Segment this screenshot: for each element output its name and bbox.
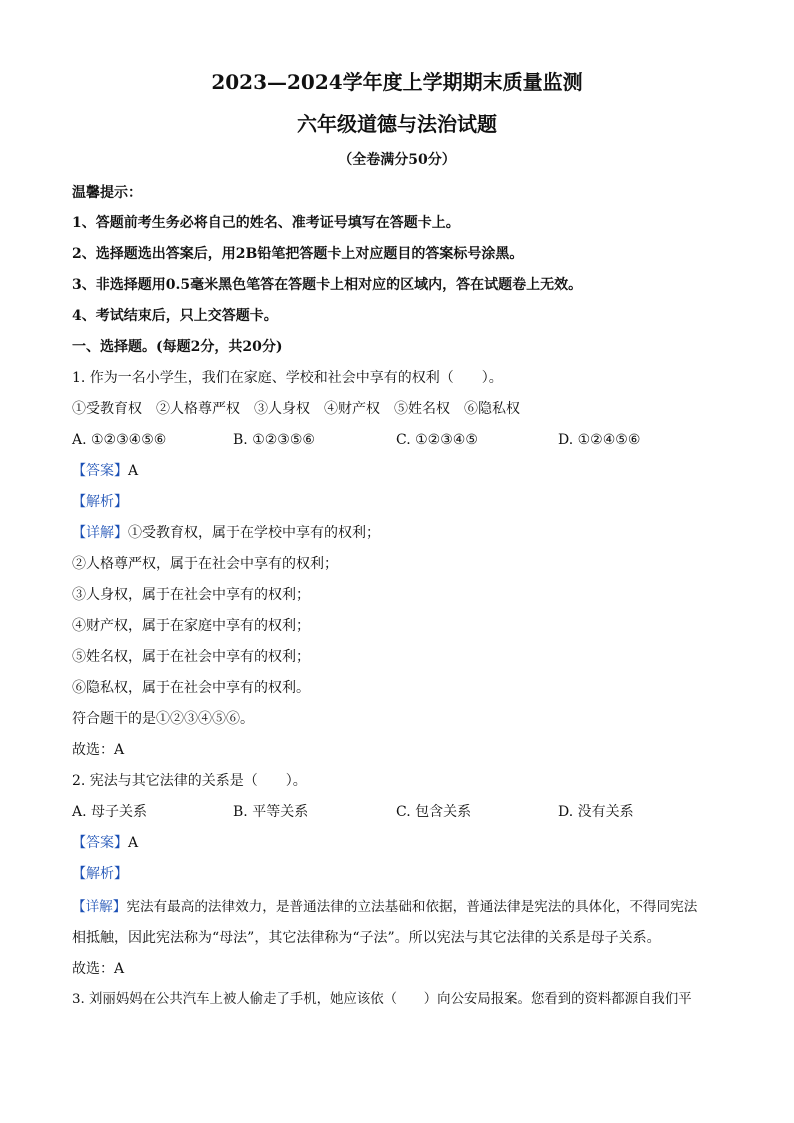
tip-item-4: 4、考试结束后，只上交答题卡。	[72, 308, 278, 324]
q1-option-a: A. ①②③④⑤⑥	[72, 432, 167, 448]
detail-tag: 【详解】	[72, 525, 128, 541]
detail-tag: 【详解】	[72, 899, 127, 915]
q1-option-b: B. ①②③⑤⑥	[233, 432, 315, 448]
answer-value: A	[128, 835, 139, 851]
tip-item-1: 1、答题前考生务必将自己的姓名、准考证号填写在答题卡上。	[72, 215, 460, 231]
q2-option-b: B. 平等关系	[233, 804, 309, 820]
tip-item-3: 3、非选择题用0.5毫米黑色笔答在答题卡上相对应的区域内，答在试题卷上无效。	[72, 277, 583, 293]
q1-detail-5: ⑤姓名权，属于在社会中享有的权利；	[72, 649, 310, 665]
q1-detail-2: ②人格尊严权，属于在社会中享有的权利；	[72, 556, 338, 572]
q3-stem: 3. 刘丽妈妈在公共汽车上被人偷走了手机，她应该依（ ）向公安局报案。您看到的资料都源自我们平	[72, 992, 692, 1007]
q1-detail-3: ③人身权，属于在社会中享有的权利；	[72, 587, 310, 603]
answer-value: A	[128, 463, 139, 479]
exam-subject: 六年级道德与法治试题	[297, 112, 497, 136]
q2-option-a: A. 母子关系	[72, 804, 148, 820]
q2-choice: 故选：A	[72, 961, 125, 977]
q1-choice: 故选：A	[72, 742, 125, 758]
q1-conclusion: 符合题干的是①②③④⑤⑥。	[72, 711, 254, 727]
q2-detail-1	[72, 897, 697, 917]
detail-text: ①受教育权，属于在学校中享有的权利；	[128, 525, 380, 541]
q2-option-c: C. 包含关系	[396, 804, 472, 820]
q2-analysis-tag: 【解析】	[72, 866, 128, 882]
q2-option-d: D. 没有关系	[558, 804, 634, 820]
q1-detail-1	[72, 523, 380, 543]
q1-answer	[72, 461, 138, 481]
q1-detail-6: ⑥隐私权，属于在社会中享有的权利。	[72, 680, 310, 696]
q2-detail-2: 相抵触，因此宪法称为“母法”，其它法律称为“子法”。所以宪法与其它法律的关系是母子关系。	[72, 930, 661, 946]
q2-answer	[72, 833, 138, 853]
section-heading: 一、选择题。(每题2分，共20分)	[72, 339, 283, 355]
q1-analysis-tag: 【解析】	[72, 494, 128, 510]
q1-stem: 1. 作为一名小学生，我们在家庭、学校和社会中享有的权利（ ）。	[72, 370, 503, 386]
tips-heading: 温馨提示：	[72, 185, 142, 201]
answer-tag: 【答案】	[72, 463, 128, 479]
q1-option-c: C. ①②③④⑤	[396, 432, 478, 448]
q2-stem: 2. 宪法与其它法律的关系是（ ）。	[72, 773, 307, 789]
q1-items: ①受教育权 ②人格尊严权 ③人身权 ④财产权 ⑤姓名权 ⑥隐私权	[72, 401, 520, 417]
exam-title: 2023—2024学年度上学期期末质量监测	[211, 70, 583, 94]
q1-detail-4: ④财产权，属于在家庭中享有的权利；	[72, 618, 310, 634]
tip-item-2: 2、选择题选出答案后，用2B铅笔把答题卡上对应题目的答案标号涂黑。	[72, 246, 524, 262]
answer-tag: 【答案】	[72, 835, 128, 851]
q1-option-d: D. ①②④⑤⑥	[558, 432, 641, 448]
detail-text: 宪法有最高的法律效力，是普通法律的立法基础和依据，普通法律是宪法的具体化，不得同宪法	[126, 899, 698, 915]
score-note: （全卷满分50分）	[338, 152, 456, 168]
